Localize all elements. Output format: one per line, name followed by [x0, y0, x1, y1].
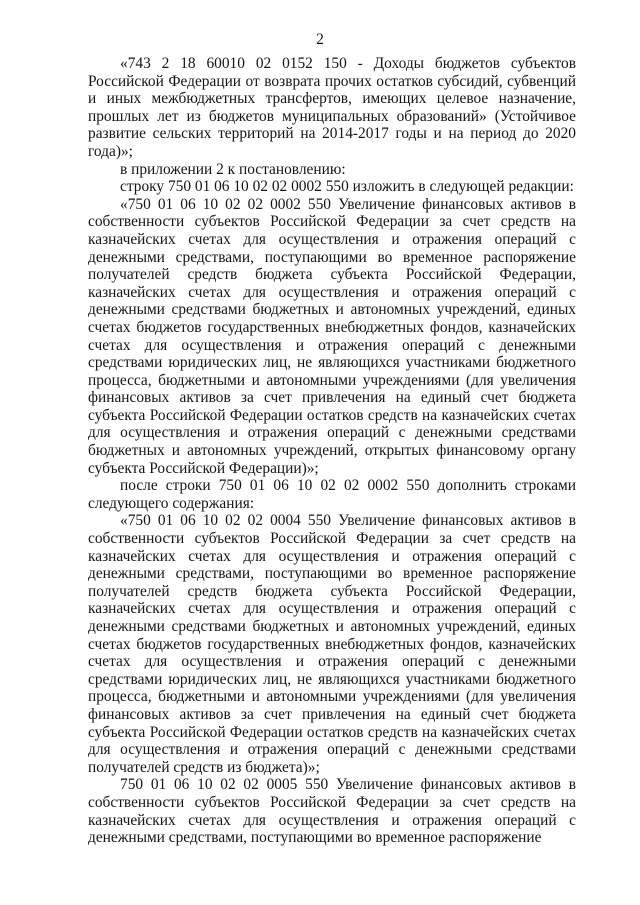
paragraph-appendix-2: в приложении 2 к постановлению:	[120, 160, 346, 178]
page-number: 2	[316, 31, 324, 48]
document-body	[88, 55, 576, 847]
paragraph-revenue-code: «743 2 18 60010 02 0152 150 - Доходы бюджетов субъектов Российской Федерации от возврата прочих остатков субсидий, субвенций и иных межбюджетных трансфертов, имеющих целевое назначение, прошлых лет из бюджетов муниципальных образований» (Устойчивое развитие сельских территорий на 2014-2017 годы и на период до 2020 года)»;	[88, 55, 576, 160]
paragraph-line-0004: «750 01 06 10 02 02 0004 550 Увеличение финансовых активов в собственности субъектов Российской Федерации за счет средств на казначейских счетах для осуществления и отражения операций с денежными средствами, поступающими во временное распоряжение получателей средств бюджета субъекта Российской Федерации, казначейских счетах для осуществления и отражения операций с денежными средствами бюджетных и автономных учреждений, единых счетах бюджетов государственных внебюджетных фондов, казначейских счетах для осуществления и отражения операций с денежными средствами юридических лиц, не являющихся участниками бюджетного процесса, бюджетными и автономными учреждениями (для увеличения финансовых активов за счет привлечения на единый счет бюджета субъекта Российской Федерации остатков средств на казначейских счетах для осуществления и отражения операций с денежными средствами получателей средств из бюджета)»;	[88, 512, 576, 776]
paragraph-line-0005: 750 01 06 10 02 02 0005 550 Увеличение финансовых активов в собственности субъектов Российской Федерации за счет средств на казначейских счетах для осуществления и отражения операций с денежными средствами, поступающими во временное распоряжение	[88, 776, 576, 847]
paragraph-replace-line: строку 750 01 06 10 02 02 0002 550 изложить в следующей редакции:	[120, 178, 574, 196]
paragraph-add-lines: после строки 750 01 06 10 02 02 0002 550 дополнить строками следующего содержания:	[88, 477, 576, 512]
paragraph-line-0002: «750 01 06 10 02 02 0002 550 Увеличение финансовых активов в собственности субъектов Российской Федерации за счет средств на казначейских счетах для осуществления и отражения операций с денежными средствами, поступающими во временное распоряжение получателей средств бюджета субъекта Российской Федерации, казначейских счетах для осуществления и отражения операций с денежными средствами бюджетных и автономных учреждений, единых счетах бюджетов государственных внебюджетных фондов, казначейских счетах для осуществления и отражения операций с денежными средствами юридических лиц, не являющихся участниками бюджетного процесса, бюджетными и автономными учреждениями (для увеличения финансовых активов за счет привлечения на единый счет бюджета субъекта Российской Федерации остатков средств на казначейских счетах для осуществления и отражения операций с денежными средствами бюджетных и автономных учреждений, открытых финансовому органу субъекта Российской Федерации)»;	[88, 195, 576, 477]
